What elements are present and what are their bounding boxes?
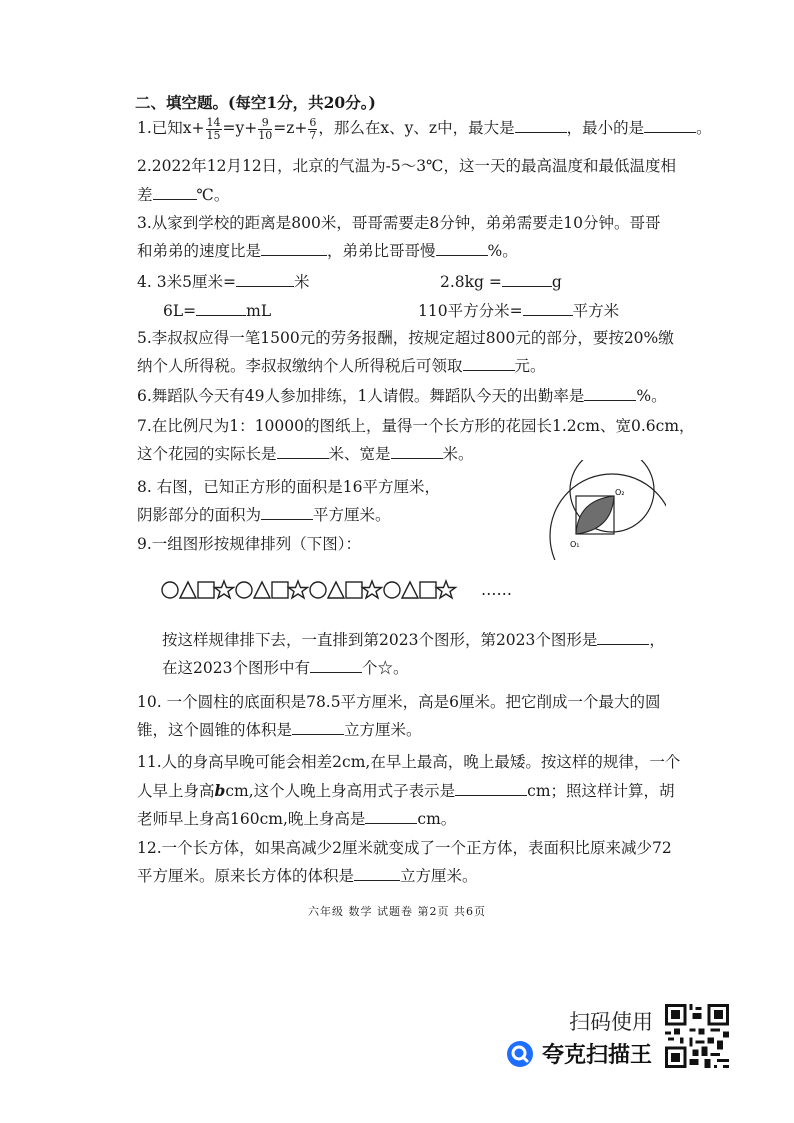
section-title: 二、填空题。(每空1分，共20分。) — [135, 93, 376, 112]
question-7-line-1: 7.在比例尺为1：10000的图纸上，量得一个长方形的花园长1.2cm、宽0.6cm， — [137, 417, 695, 435]
question-3-line-2: 和弟弟的速度比是 ，弟弟比哥哥慢 %。 — [137, 239, 518, 263]
answer-blank[interactable] — [365, 807, 417, 824]
answer-blank[interactable] — [463, 354, 515, 371]
answer-blank[interactable] — [523, 299, 573, 316]
question-6: 6.舞蹈队今天有49人参加排练，1人请假。舞蹈队今天的出勤率是 %。 — [137, 384, 667, 408]
shape-pattern-row — [160, 578, 512, 602]
answer-blank[interactable] — [277, 442, 329, 459]
question-3-line-1: 3.从家到学校的距离是800米，哥哥需要走8分钟，弟弟需要走10分钟。哥哥 — [137, 214, 661, 232]
answer-blank[interactable] — [261, 503, 313, 520]
label-o1: O₁ — [570, 540, 580, 549]
answer-blank[interactable] — [261, 239, 327, 256]
answer-blank[interactable] — [310, 656, 362, 673]
star-shape — [215, 581, 234, 598]
answer-blank[interactable] — [597, 628, 649, 645]
question-2-line-2: 差 ℃。 — [137, 183, 229, 207]
label-o2: O₂ — [615, 488, 625, 497]
fraction-9-10: $\frac{9}{10}$ — [258, 115, 273, 142]
question-8-line-1: 8. 右图，已知正方形的面积是16平方厘米， — [137, 478, 440, 496]
question-12-line-2: 平方厘米。原来长方体的体积是 立方厘米。 — [137, 864, 478, 888]
question-12-line-1: 12.一个长方体，如果高减少2厘米就变成了一个正方体，表面积比原来减少72 — [137, 839, 672, 857]
answer-blank[interactable] — [584, 384, 636, 401]
question-10-line-1: 10. 一个圆柱的底面积是78.5平方厘米，高是6厘米。把它削成一个最大的圆 — [137, 693, 661, 711]
question-4-c: 6L= mL — [163, 299, 271, 323]
question-5-line-1: 5.李叔叔应得一笔1500元的劳务报酬，按规定超过800元的部分，要按20%缴 — [137, 329, 674, 347]
shaded-lens — [576, 496, 614, 534]
question-4-d: 110平方分米= 平方米 — [418, 299, 619, 323]
answer-blank[interactable] — [354, 864, 400, 881]
question-7-line-2: 这个花园的实际长是 米、宽是 米。 — [137, 442, 474, 466]
shape-sequence — [160, 578, 460, 602]
answer-blank[interactable] — [391, 442, 443, 459]
question-9-line-1: 9.一组图形按规律排列（下图）： — [137, 535, 362, 553]
fraction-14-15: $\frac{14}{15}$ — [206, 115, 221, 142]
question-9-line-3: 在这2023个图形中有 个☆。 — [162, 656, 408, 680]
triangle-shape — [180, 582, 196, 598]
answer-blank[interactable] — [455, 779, 527, 796]
quark-logo-icon — [506, 1040, 534, 1068]
page-footer: 六年级 数学 试题卷 第2页 共6页 — [308, 905, 486, 918]
question-11-line-3: 老师早上身高160cm,晚上身高是 cm。 — [137, 807, 456, 831]
circle-shape — [162, 582, 178, 598]
circles-square-figure — [546, 460, 666, 560]
question-11-line-1: 11.人的身高早晚可能会相差2cm,在早上最高，晚上最矮。按这样的规律，一个 — [137, 753, 681, 771]
answer-blank[interactable] — [644, 116, 696, 133]
scanner-brand: 夸克扫描王 — [506, 1038, 652, 1069]
ellipsis: …… — [480, 581, 512, 599]
question-5-line-2: 纳个人所得税。李叔叔缴纳个人所得税后可领取 元。 — [137, 354, 546, 378]
answer-blank[interactable] — [292, 718, 344, 735]
question-9-line-2: 按这样规律排下去，一直排到第2023个图形，第2023个图形是 ， — [162, 628, 665, 652]
answer-blank[interactable] — [436, 239, 488, 256]
qr-code-icon[interactable] — [665, 1004, 729, 1068]
question-8-line-2: 阴影部分的面积为 平方厘米。 — [137, 503, 391, 527]
answer-blank[interactable] — [196, 299, 246, 316]
question-4-b: 2.8kg = g — [440, 270, 562, 294]
question-2-line-1: 2.2022年12月12日，北京的气温为-5～3℃，这一天的最高温度和最低温度相 — [137, 157, 676, 175]
answer-blank[interactable] — [515, 116, 567, 133]
answer-blank[interactable] — [153, 183, 197, 200]
question-10-line-2: 锥，这个圆锥的体积是 立方厘米。 — [137, 718, 422, 742]
question-1: 1.已知x+ $\frac{14}{15}$ =y+ $\frac{9}{10}$ =z+ $\frac{6}{7}$ ，那么在x、y、z中，最大是 ，最小的是 。 — [137, 115, 712, 142]
answer-blank[interactable] — [236, 270, 294, 287]
fraction-6-7: $\frac{6}{7}$ — [309, 115, 317, 142]
question-11-line-2: 人早上身高bcm,这个人晚上身高用式子表示是 cm；照这样计算，胡 — [137, 781, 675, 800]
answer-blank[interactable] — [502, 270, 552, 287]
question-4-a: 4. 3米5厘米= 米 — [137, 270, 309, 294]
scan-to-use-label: 扫码使用 — [569, 1010, 653, 1034]
square-shape — [198, 582, 214, 598]
